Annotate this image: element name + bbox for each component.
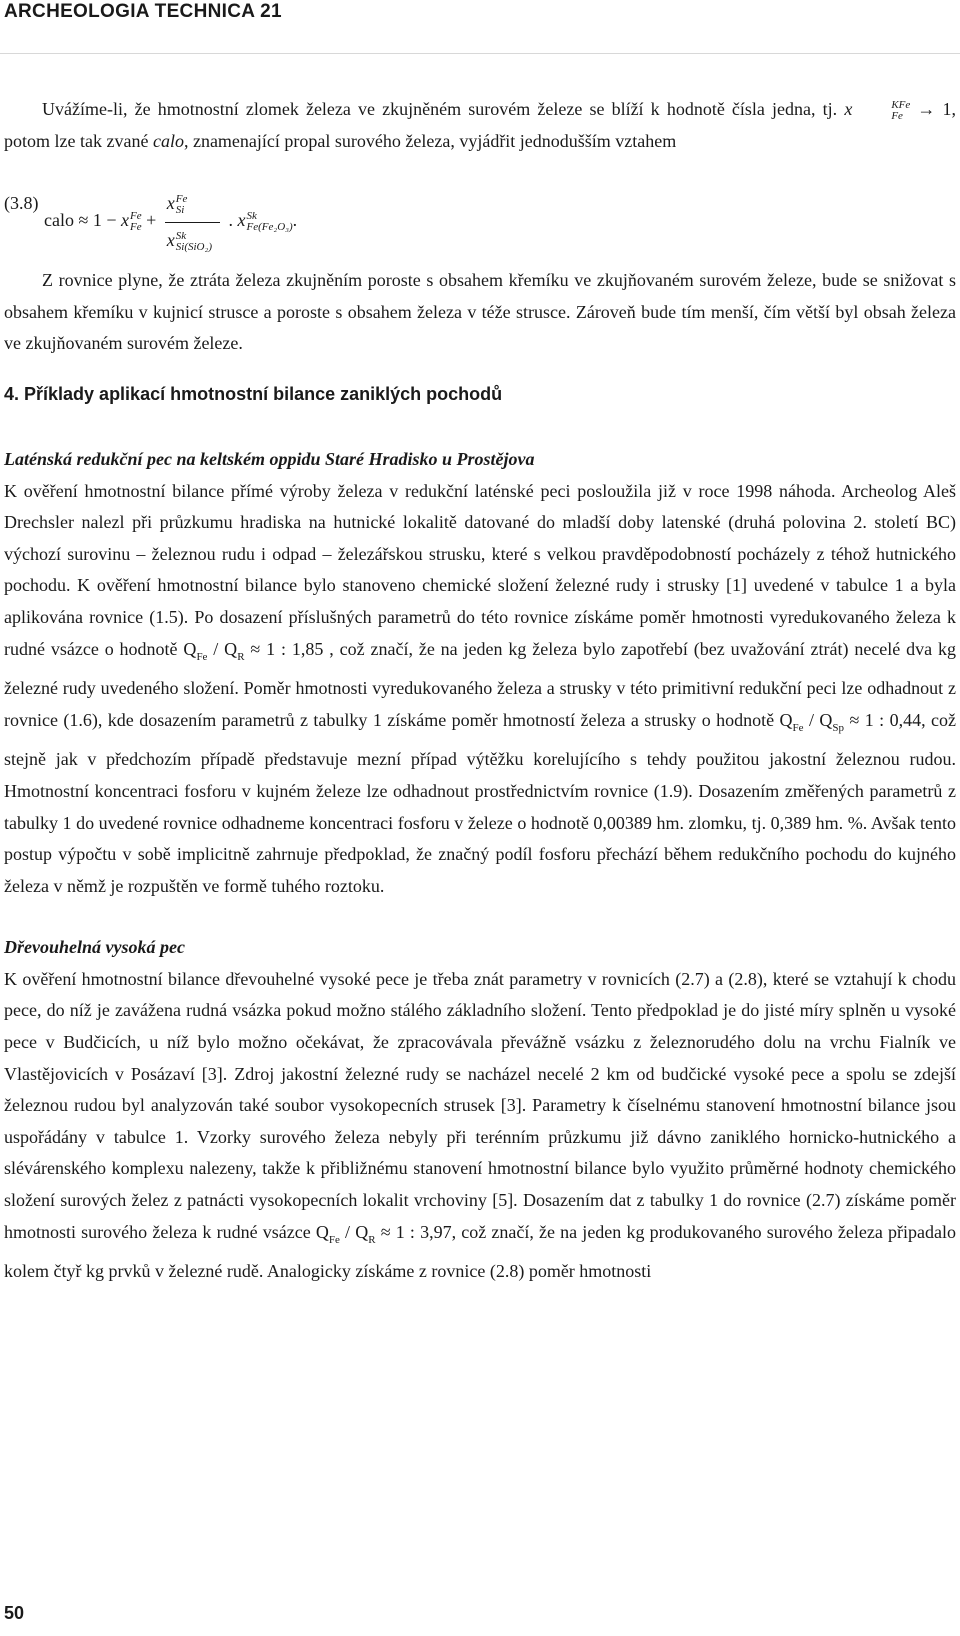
conclusion-paragraph: Z rovnice plyne, že ztráta železa zkujněním poroste s obsahem křemíku ve zkujňovaném surovém železe, bude se snižovat s obsahem křemíku v kujnicí strusce a poroste s obsahem železa v téže strusce. Zároveň bude tím menší, čím větší byl obsah železa ve zkujňovaném surovém železe.: [4, 270, 956, 354]
header-divider: [0, 53, 960, 54]
section-heading: 4. Příklady aplikací hmotnostní bilance zaniklých pochodů: [4, 383, 503, 404]
page-body: [4, 94, 956, 1288]
subsection-1-paragraph: K ověření hmotnostní bilance přímé výroby železa v redukční laténské peci posloužila již v roce 1998 náhoda. Archeolog Aleš Drechsler nalezl při průzkumu hradiska na hutnické lokalitě datované do mladší doby latenské (druhá polovina 2. století BC) výchozí surovinu – železnou rudu i odpad – železářskou strusku, které s velkou pravděpodobností pocházely z téhož hutnického pochodu. K ověření hmotnostní bilance bylo stanoveno chemické složení železné rudy i strusky [1] uvedené v tabulce 1 a byla aplikována rovnice (1.5). Po dosazení příslušných parametrů do této rovnice získáme poměr hmotnosti vyredukovaného železa k rudné vsázce o hodnotě $Q_{Fe} / Q_R \approx 1$ : 1,85 , což značí, že na jeden kg železa bylo zapotřebí (bez uvažování ztrát) necelé dva kg železné rudy uvedeného složení. Poměr hmotnosti vyredukovaného železa a strusky v této primitivní redukční peci lze odhadnout z rovnice (1.6), kde dosazením parametrů z tabulky 1 získáme poměr hmotností železa a strusky o hodnotě $Q_{Fe} / Q_{Sp} \approx 1$ : 0,44, což stejně jak v předchozím případě představuje mezní případ výtěžku korelujícího s tehdy použitou jakostní železnou rudou. Hmotnostní koncentraci fosforu v kujném železe lze odhadnout prostřednictvím rovnice (1.9). Dosazením změřených parametrů z tabulky 1 do uvedené rovnice odhadneme koncentraci fosforu v železe o hodnotě 0,00389 hm. zlomku, tj. 0,389 hm. %. Avšak tento postup výpočtu v sobě implicitně zahrnuje předpoklad, že značný podíl fosforu přechází během redukčního pochodu do kujného železa v němž je rozpuštěn ve formě tuhého roztoku.: [4, 480, 957, 896]
equation-body: [44, 188, 297, 256]
intro-text-c: , znamenající propal surového železa, vyjádřit jednodušším vztahem: [183, 130, 677, 151]
subsection-1-title: Laténská redukční pec na keltském oppidu Staré Hradisko u Prostějova: [4, 448, 535, 469]
subsection-2-title: Dřevouhelná vysoká pec: [4, 937, 185, 958]
equation-end: .: [292, 210, 298, 231]
calo-term: calo: [152, 130, 184, 151]
intro-text-a: Uvážíme-li, že hmotnostní zlomek železa ve zkujněném surovém železe se blíží k hodnotě čísla jedna, tj.: [42, 99, 838, 119]
journal-title: ARCHEOLOGIA TECHNICA 21: [4, 1, 282, 22]
equation-number: (3.8): [4, 193, 39, 214]
fraction-denominator: x Sk Si(SiO₂): [166, 229, 212, 253]
equation-term-1: x Fe Fe: [121, 210, 142, 234]
equation-dot: .: [228, 210, 233, 231]
intro-paragraph: [4, 94, 956, 157]
page-number: 50: [4, 1603, 25, 1623]
fraction-numerator: x Fe Si: [165, 188, 220, 223]
equation-term-3: x Sk Fe(Fe₂O₃): [237, 210, 293, 234]
intro-text-b: 1, potom lze tak zvané: [4, 99, 957, 151]
equation-fraction: [165, 188, 220, 256]
mass-fraction-symbol: x KFe Fe: [844, 98, 911, 122]
equation-plus: +: [146, 210, 157, 231]
equation-3-8: [4, 165, 956, 251]
equation-lhs: calo ≈ 1 −: [44, 210, 117, 231]
arrow-symbol: →: [917, 99, 936, 119]
subsection-2-paragraph: K ověření hmotnostní bilance dřevouhelné vysoké pece je třeba znát parametry v rovnicích (2.7) a (2.8), které se vztahují k chodu pece, do níž je zavážena rudná vsázka pokud možno stálého základního složení. Tento předpoklad je do jisté míry splněn u vysoké pece v Budčicích, u níž bylo možno očekávat, že zpracovávala převážně vsázku z železnorudého dolu na vrchu Fialník ve Vlastějovicích v Posázaví [3]. Zdroj jakostní železné rudy se nacházel necelé 2 km od budčické vysoké pece a spolu se zdejší železnou rudou byl analyzován také soubor vysokopecních strusek [3]. Parametry k číselnému stanovení hmotnostní bilance jsou uspořádány v tabulce 1. Vzorky surového železa nebyly při terénním průzkumu již dávno zaniklého hornicko-hutnického a slévárenského komplexu nalezeny, takže k přibližnému stanovení hmotnostní bilance bylo využito průměrné hodnoty chemického složení surových želez z patnácti vysokopecních lokalit vrchoviny [5]. Dosazením dat z tabulky 1 do rovnice (2.7) získáme poměr hmotnosti surového železa k rudné vsázce $Q_{Fe} / Q_R \approx 1$ : 3,97, což značí, že na jeden kg produkovaného surového železa připadalo kolem čtyř kg prvků v železné rudě. Analogicky získáme z rovnice (2.8) poměr hmotnosti: [4, 968, 956, 1282]
section-gap: [4, 902, 956, 932]
